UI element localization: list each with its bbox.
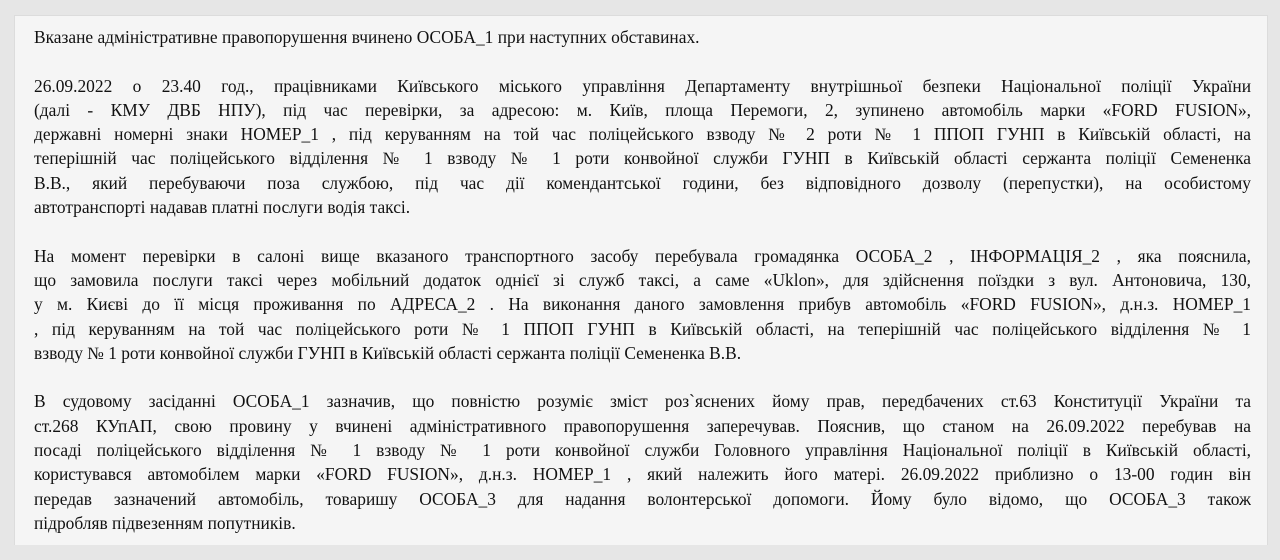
document-panel [14, 15, 1268, 545]
text-line: користувався автомобілем марки «FORD FUSION», д.н.з. НОМЕР_1 , який належить його матері. 26.09.2022 приблизно о 13-00 годин він [34, 464, 1251, 485]
text-line: посаді поліцейського відділення № 1 взводу № 1 роти конвойної служби Головного управління Національної поліції в Київській області, [34, 440, 1251, 461]
document-text [34, 25, 1251, 560]
text-line: В судовому засіданні ОСОБА_1 зазначив, що повністю розуміє зміст роз`яснених йому прав, передбачених ст.63 Конституції України та [34, 391, 1251, 412]
text-line: На момент перевірки в салоні вище вказаного транспортного засобу перебувала громадянка ОСОБА_2 , ІНФОРМАЦІЯ_2 , яка пояснила, [34, 245, 1251, 266]
text-line: Вказане адміністративне правопорушення вчинено ОСОБА_1 при наступних обставинах. [34, 27, 700, 47]
text-line: ст.268 КУпАП, свою провину у вчинені адміністративного правопорушення заперечував. Пояснив, що станом на 26.09.2022 перебував на [34, 415, 1251, 436]
text-line: автотранспорті надавав платні послуги водія таксі. [34, 197, 411, 218]
text-line: державні номерні знаки НОМЕР_1 , під керуванням на той час поліцейського взводу № 2 роти № 1 ППОП ГУНП в Київській області, на [34, 124, 1251, 145]
paragraph [34, 244, 1251, 365]
text-line: підробляв підвезенням попутників. [34, 512, 296, 533]
paragraph [34, 389, 1251, 535]
text-line: теперішній час поліцейського відділення № 1 взводу № 1 роти конвойної служби ГУНП в Київській області сержанта поліції Семененка [34, 148, 1251, 169]
text-line: (далі - КМУ ДВБ НПУ), під час перевірки, за адресою: м. Київ, площа Перемоги, 2, зупинено автомобіль марки «FORD FUSION», [34, 99, 1251, 120]
text-line: передав зазначений автомобіль, товаришу ОСОБА_3 для надання волонтерської допомоги. Йому було відомо, що ОСОБА_3 також [34, 488, 1251, 509]
paragraph [34, 74, 1251, 220]
text-line: , під керуванням на той час поліцейського роти № 1 ППОП ГУНП в Київській області, на теперішній час поліцейського відділення № 1 [34, 318, 1251, 339]
text-line: взводу № 1 роти конвойної служби ГУНП в Київській області сержанта поліції Семененка В.В. [34, 342, 742, 363]
text-line: що замовила послуги таксі через мобільний додаток однієї зі служб таксі, а саме «Uklon», для здійснення поїздки з вул. Антоновича, 130, [34, 269, 1251, 290]
paragraph [34, 25, 1251, 49]
text-line: В.В., який перебуваючи поза службою, під час дії комендантської години, без відповідного дозволу (перепустки), на особистому [34, 172, 1251, 193]
text-line: 26.09.2022 о 23.40 год., працівниками Київського міського управління Департаменту внутрішньої безпеки Національної поліції України [34, 75, 1251, 96]
text-line: у м. Києві до її місця проживання по АДРЕСА_2 . На виконання даного замовлення прибув автомобіль «FORD FUSION», д.н.з. НОМЕР_1 [34, 294, 1251, 315]
